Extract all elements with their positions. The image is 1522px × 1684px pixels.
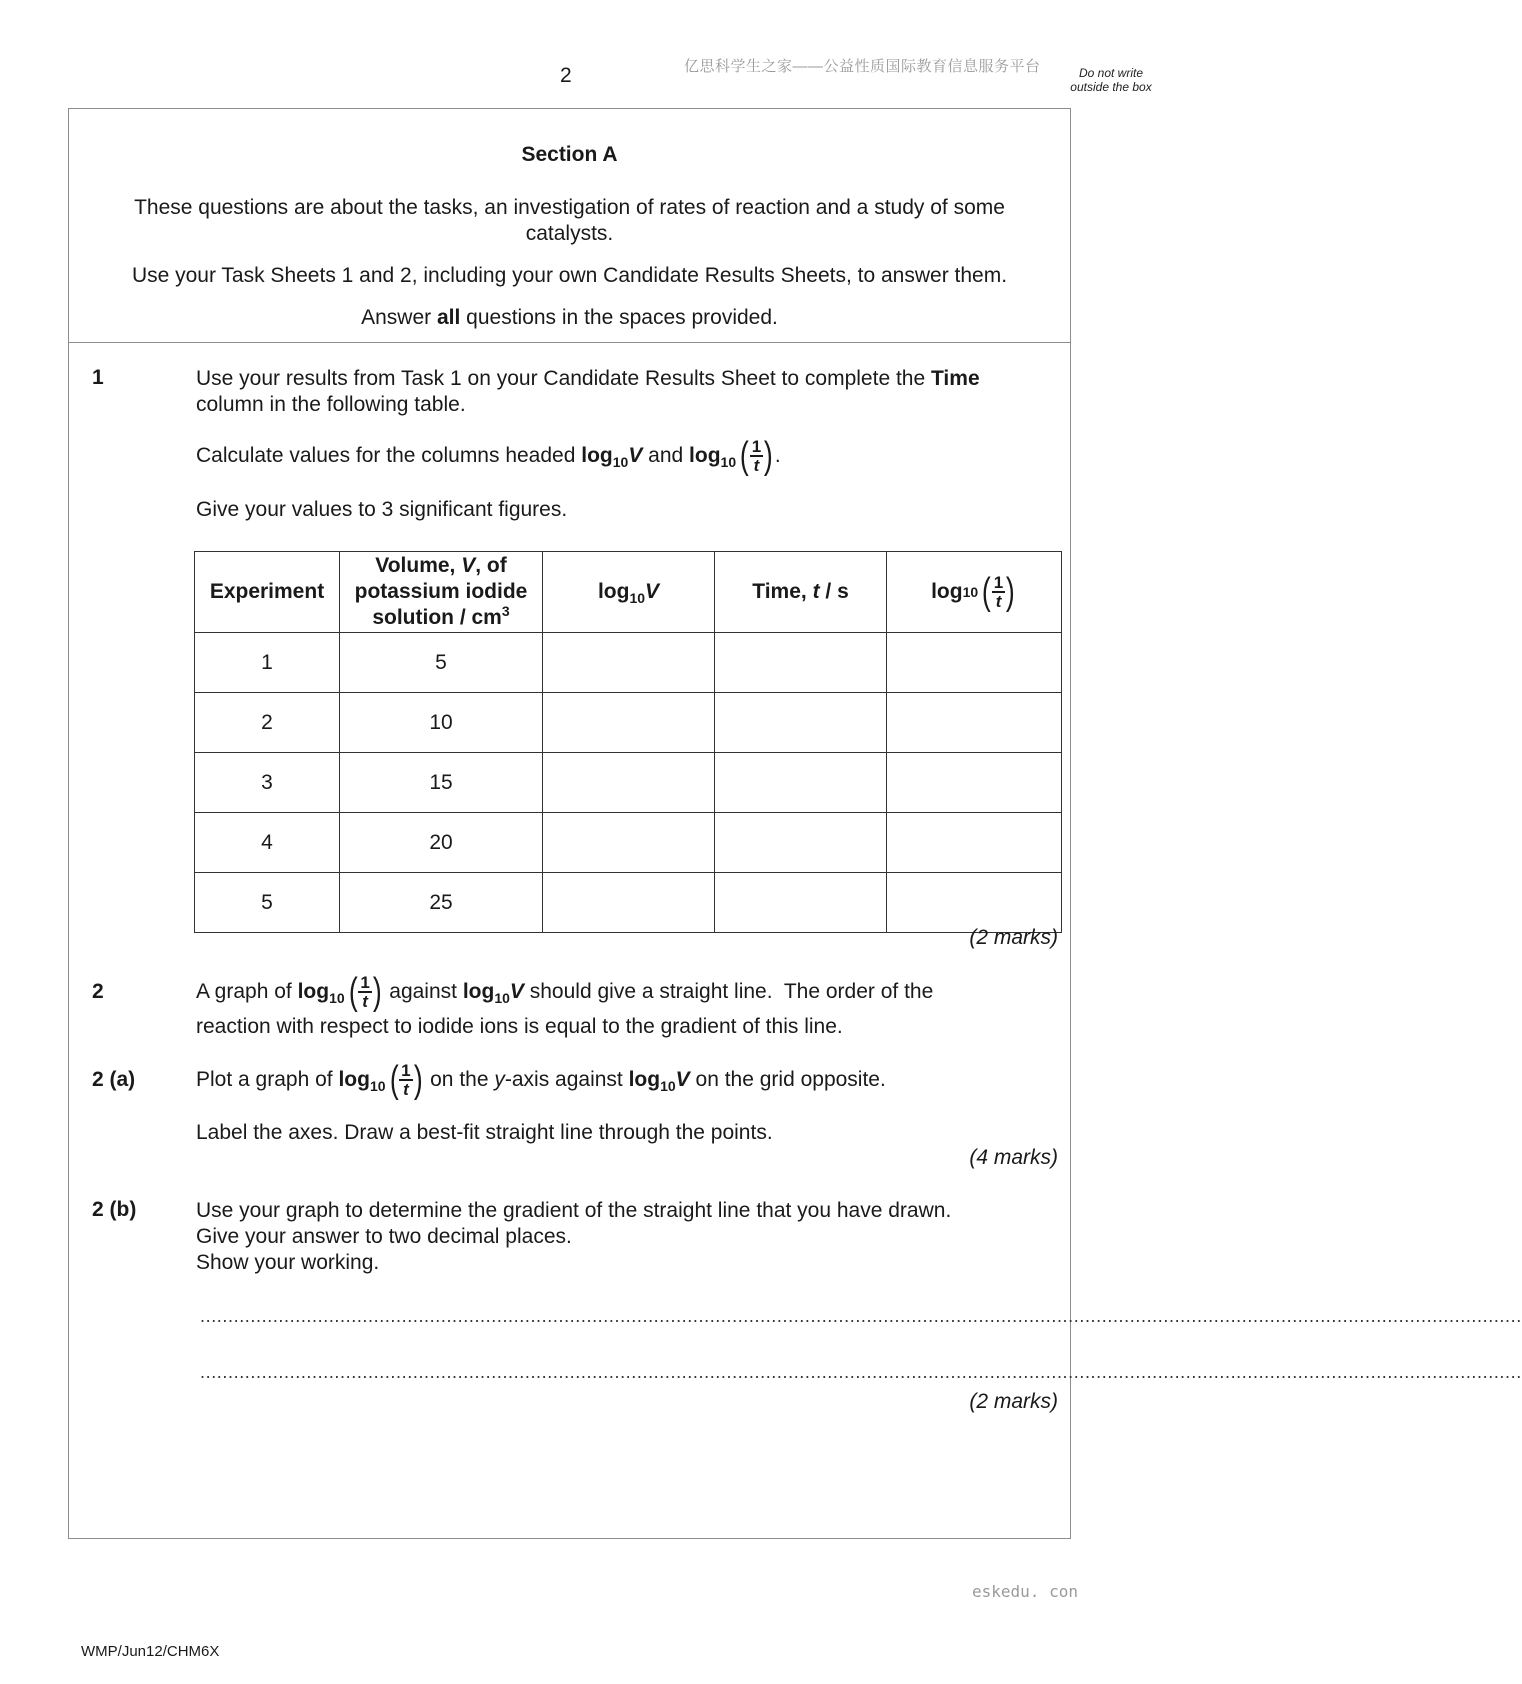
watermark-header: 亿思科学生之家——公益性质国际教育信息服务平台 [684,58,1041,75]
question-2a-label-instruction: Label the axes. Draw a best-fit straight line through the points. [196,1121,773,1144]
log10-one-over-t-expression: $\log_{10}$ [689,444,737,470]
cell-log10V-answer[interactable] [543,693,715,753]
one-over-t-fraction: ( $\frac{1}{t}$ ) [740,435,774,477]
cell-time-answer[interactable] [715,753,887,813]
question-2a-marks: (4 marks) [969,1146,1058,1169]
question-1-sigfig-instruction: Give your values to 3 significant figures. [196,498,568,521]
cell-log10-inv-t-answer[interactable] [887,873,1062,933]
cell-experiment: 4 [195,813,340,873]
margin-note: Do not write outside the box [1070,66,1152,94]
cell-log10V-answer[interactable] [543,813,715,873]
cell-time-answer[interactable] [715,873,887,933]
answer-line-2[interactable]: ............................................................................................................................................................................................................................................ [200,1362,1522,1382]
cell-time-answer[interactable] [715,813,887,873]
header-volume: Volume, V, of potassium iodide solution / $cm^3$ [340,552,543,633]
cell-time-answer[interactable] [715,693,887,753]
question-1-text: Use your results from Task 1 on your Candidate Results Sheet to complete the Time column in the following table. [196,367,980,416]
question-2b-text: Use your graph to determine the gradient of the straight line that you have drawn. Give your answer to two decimal places. Show your working. [196,1199,952,1274]
question-2-text-line1: A graph of $\log_{10}$ ( $\frac{1}{t}$ ) against $\log_{10}V$ should give a straight line. The order of the [196,971,934,1013]
cell-log10-inv-t-answer[interactable] [887,813,1062,873]
cell-log10V-answer[interactable] [543,753,715,813]
question-1-marks: (2 marks) [969,926,1058,949]
question-2a-text: Plot a graph of $\log_{10}$ ( $\frac{1}{t}$ ) on the y -axis against $\log_{10}V$ on the grid opposite. [196,1059,886,1101]
header-experiment: Experiment [195,552,340,633]
page-number: 2 [560,64,572,87]
cell-time-answer[interactable] [715,633,887,693]
cell-experiment: 3 [195,753,340,813]
question-2a-number: 2 (a) [92,1068,136,1091]
paper-code: WMP/Jun12/CHM6X [81,1643,220,1660]
cell-log10V-answer[interactable] [543,633,715,693]
question-2-number: 2 [92,980,104,1003]
cell-volume: 15 [340,753,543,813]
table-row [195,753,1062,813]
question-1-calc-instruction: Calculate values for the columns headed $\log_{10}V$ and $\log_{10}$ ( $\frac{1}{t}$ ) . [196,435,781,477]
header-log10V: $\log_{10}V$ [543,552,715,633]
question-2b-marks: (2 marks) [969,1390,1058,1413]
header-time: Time, t / s [715,552,887,633]
header-log10-one-over-t: log 10 ( $\frac{1}{t}$ ) [887,552,1062,633]
question-2-text-line2: reaction with respect to iodide ions is equal to the gradient of this line. [196,1015,843,1038]
table-row [195,813,1062,873]
section-title: Section A [521,143,618,166]
log10V-expression: $\log_{10}V$ [581,444,643,470]
cell-log10-inv-t-answer[interactable] [887,753,1062,813]
cell-log10-inv-t-answer[interactable] [887,693,1062,753]
cell-volume: 5 [340,633,543,693]
cell-log10-inv-t-answer[interactable] [887,633,1062,693]
cell-volume: 10 [340,693,543,753]
table-row [195,633,1062,693]
cell-volume: 25 [340,873,543,933]
results-table [194,551,1062,933]
cell-experiment: 5 [195,873,340,933]
section-intro: These questions are about the tasks, an investigation of rates of reaction and a study of some catalysts. [134,196,1005,245]
table-row [195,873,1062,933]
answer-line-1[interactable]: ............................................................................................................................................................................................................................................ [200,1306,1522,1326]
table-header-row [195,552,1062,633]
table-row [195,693,1062,753]
section-divider [68,342,1071,343]
cell-experiment: 1 [195,633,340,693]
watermark-footer: eskedu. con [972,1582,1078,1601]
question-2b-number: 2 (b) [92,1198,137,1221]
cell-experiment: 2 [195,693,340,753]
cell-volume: 20 [340,813,543,873]
section-instructions: Use your Task Sheets 1 and 2, including your own Candidate Results Sheets, to answer them. [131,264,1008,287]
cell-log10V-answer[interactable] [543,873,715,933]
section-answer-all: Answer all questions in the spaces provided. [361,306,778,329]
question-1-number: 1 [92,366,104,389]
